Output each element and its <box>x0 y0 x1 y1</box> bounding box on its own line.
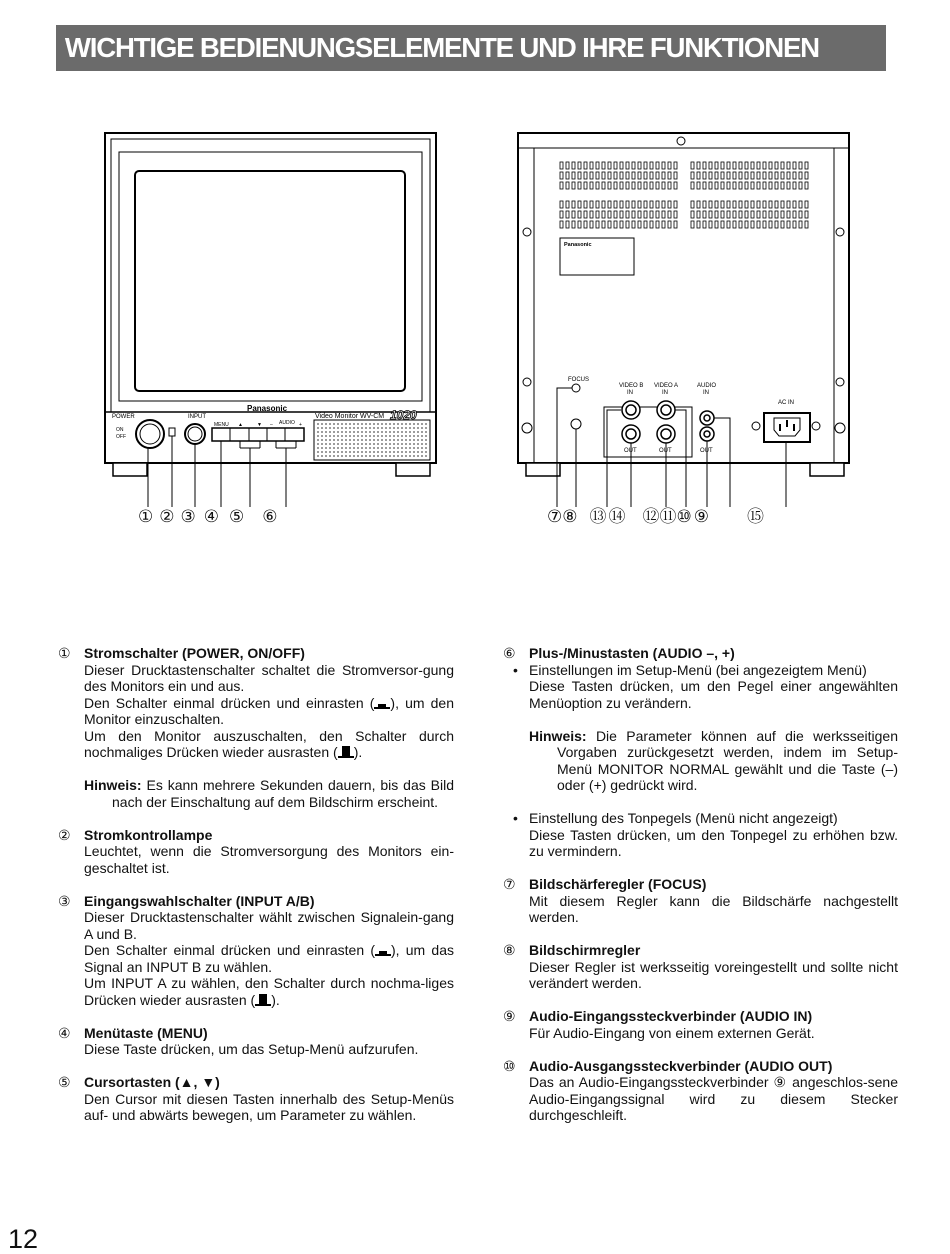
screen-control <box>571 419 581 429</box>
callout-9: ⑨ <box>693 507 709 526</box>
bullet-title: Einstellungen im Setup-Menü (bei angezeigtem Menü) <box>529 661 867 678</box>
off-label: OFF <box>116 434 126 440</box>
bullet-text: Diese Tasten drücken, um den Tonpegel zu erhöhen bzw. zu vermindern. <box>529 826 898 859</box>
item-heading: Audio-Eingangssteckverbinder (AUDIO IN) <box>529 1008 813 1024</box>
ac-in-label: AC IN <box>778 400 795 406</box>
item-text: Das an Audio-Eingangssteckverbinder ⑨ angeschlos-sene Audio-Eingangssignal wird zu diesem Stecker durchgeschleift. <box>529 1074 898 1123</box>
callout-5: ⑤ <box>229 507 245 526</box>
item-7 <box>503 876 898 926</box>
callout-1: ① <box>138 507 154 526</box>
video-a-label: VIDEO A <box>654 383 679 389</box>
item-number: ⑨ <box>503 1008 516 1024</box>
item-number: ① <box>58 645 71 661</box>
item-3 <box>58 893 454 1009</box>
rear-callouts <box>547 506 768 528</box>
focus-control <box>572 384 580 392</box>
minus-symbol: – <box>270 422 273 428</box>
item-number: ⑤ <box>58 1074 71 1090</box>
down-symbol: ▼ <box>257 422 262 428</box>
audio-out-label: OUT <box>700 448 713 454</box>
item-heading: Plus-/Minustasten (AUDIO –, +) <box>529 645 735 661</box>
item-text: Diese Taste drücken, um das Setup-Menü aufzurufen. <box>84 1041 419 1057</box>
item-number: ④ <box>58 1024 71 1041</box>
bullet-title: Einstellung des Tonpegels (Menü nicht angezeigt) <box>529 810 838 826</box>
brand-logo-front: Panasonic <box>247 404 288 413</box>
power-indicator-lamp <box>169 428 175 436</box>
item-text: Mit diesem Regler kann die Bildschärfe nachgestellt werden. <box>529 892 898 925</box>
callout-12: ⑫ <box>642 507 660 526</box>
item-number: ③ <box>58 892 71 909</box>
item-4 <box>58 1025 454 1058</box>
callout-7: ⑦ <box>547 507 563 526</box>
bullet-item <box>513 661 898 794</box>
switch-released-symbol <box>375 943 391 956</box>
left-column <box>58 645 454 1140</box>
model-number: 1020 <box>390 408 417 422</box>
video-a-out-label: OUT <box>659 448 672 454</box>
item-note: Hinweis: Die Parameter können auf die werksseitigen Vorgaben zurückgesetzt werden, indem im Setup-Menü MONITOR NORMAL gewählt und die Taste (–) oder (+) gedrückt wird. <box>529 727 898 793</box>
switch-pressed-symbol <box>338 745 354 758</box>
item-number: ⑥ <box>503 645 516 661</box>
item-text: Den Cursor mit diesen Tasten innerhalb des Setup-Menüs auf- und abwärts bewegen, um Parameter zu wählen. <box>84 1090 454 1123</box>
callout-8: ⑧ <box>562 507 578 526</box>
front-callouts <box>138 506 282 528</box>
item-5 <box>58 1074 454 1124</box>
item-note: Hinweis: Es kann mehrere Sekunden dauern, bis das Bild nach der Einschaltung auf dem Bildschirm erscheint. <box>84 777 454 810</box>
page-title: WICHTIGE BEDIENUNGSELEMENTE UND IHRE FUNKTIONEN <box>56 25 886 71</box>
item-2 <box>58 827 454 877</box>
item-text: Für Audio-Eingang von einem externen Gerät. <box>529 1024 815 1041</box>
item-9 <box>503 1008 898 1041</box>
speaker-grille <box>314 420 430 460</box>
callout-3: ③ <box>180 507 196 526</box>
callout-2: ② <box>159 507 175 526</box>
input-label: INPUT <box>188 414 206 420</box>
page-number: 12 <box>8 1224 39 1254</box>
callout-10: ⑩ <box>676 507 692 526</box>
item-text: Dieser Regler ist werksseitig voreingestellt und sollte nicht verändert werden. <box>529 958 898 991</box>
bullet-dot: • <box>513 810 518 826</box>
audio-label-rear: AUDIO <box>697 383 717 389</box>
audio-in-label: IN <box>703 390 709 396</box>
item-heading: Stromschalter (POWER, ON/OFF) <box>84 645 305 661</box>
item-text: Um den Monitor auszuschalten, den Schalter durch nochmaliges Drücken wieder ausrasten ( ). <box>84 727 454 760</box>
item-text: Den Schalter einmal drücken und einrasten ( ), um das Signal an INPUT B zu wählen. <box>84 942 454 975</box>
switch-released-symbol <box>374 696 390 709</box>
power-label: POWER <box>112 414 135 420</box>
item-heading: Menütaste (MENU) <box>84 1024 208 1041</box>
item-text: Dieser Drucktastenschalter wählt zwischen Signalein-gang A und B. <box>84 909 454 942</box>
up-symbol: ▲ <box>238 422 243 428</box>
callout-4: ④ <box>203 507 219 526</box>
callout-13: ⑬ <box>589 507 607 526</box>
video-b-out-label: OUT <box>624 448 637 454</box>
switch-pressed-symbol <box>255 993 271 1006</box>
bullet-item <box>513 810 898 860</box>
item-number: ⑧ <box>503 942 516 958</box>
item-10 <box>503 1058 898 1124</box>
callout-15: ⑮ <box>747 507 764 526</box>
item-text: Leuchtet, wenn die Stromversorgung des Monitors ein-geschaltet ist. <box>84 843 454 876</box>
screen <box>135 171 405 391</box>
bullet-text: Diese Tasten drücken, um den Pegel einer angewählten Menüoption zu verändern. <box>529 678 898 711</box>
audio-label-front: AUDIO <box>279 420 295 426</box>
item-6 <box>503 645 898 860</box>
video-a-in-label: IN <box>662 390 668 396</box>
item-heading: Bildschärferegler (FOCUS) <box>529 876 707 892</box>
callout-14: ⑭ <box>608 507 626 526</box>
video-b-label: VIDEO B <box>619 383 644 389</box>
item-number: ⑩ <box>503 1057 516 1074</box>
item-1 <box>58 645 454 810</box>
item-text: Dieser Drucktastenschalter schaltet die Stromversor-gung des Monitors ein und aus. <box>84 661 454 694</box>
plus-symbol: + <box>299 422 302 428</box>
video-b-in-label: IN <box>627 390 633 396</box>
item-text: Um INPUT A zu wählen, den Schalter durch nochma-liges Drücken wieder ausrasten ( ). <box>84 975 454 1008</box>
item-heading: Audio-Ausgangssteckverbinder (AUDIO OUT) <box>529 1057 833 1074</box>
item-text: Den Schalter einmal drücken und einrasten ( ), um den Monitor einzuschalten. <box>84 694 454 727</box>
right-column <box>503 645 898 1140</box>
callout-6: ⑥ <box>262 507 278 526</box>
item-8 <box>503 942 898 992</box>
menu-label: MENU <box>214 422 229 428</box>
item-heading: Cursortasten (▲, ▼) <box>84 1074 220 1090</box>
item-number: ⑦ <box>503 876 516 892</box>
focus-label: FOCUS <box>568 377 589 383</box>
item-heading: Stromkontrollampe <box>84 826 213 843</box>
brand-logo-rear: Panasonic <box>564 242 592 248</box>
item-heading: Eingangswahlschalter (INPUT A/B) <box>84 892 315 909</box>
bullet-dot: • <box>513 661 518 678</box>
callout-11: ⑪ <box>659 507 677 526</box>
item-number: ② <box>58 826 71 843</box>
on-label: ON <box>116 427 124 433</box>
item-heading: Bildschirmregler <box>529 942 641 958</box>
model-text: Video Monitor WV-CM <box>315 413 385 420</box>
front-panel-diagram <box>0 0 950 560</box>
